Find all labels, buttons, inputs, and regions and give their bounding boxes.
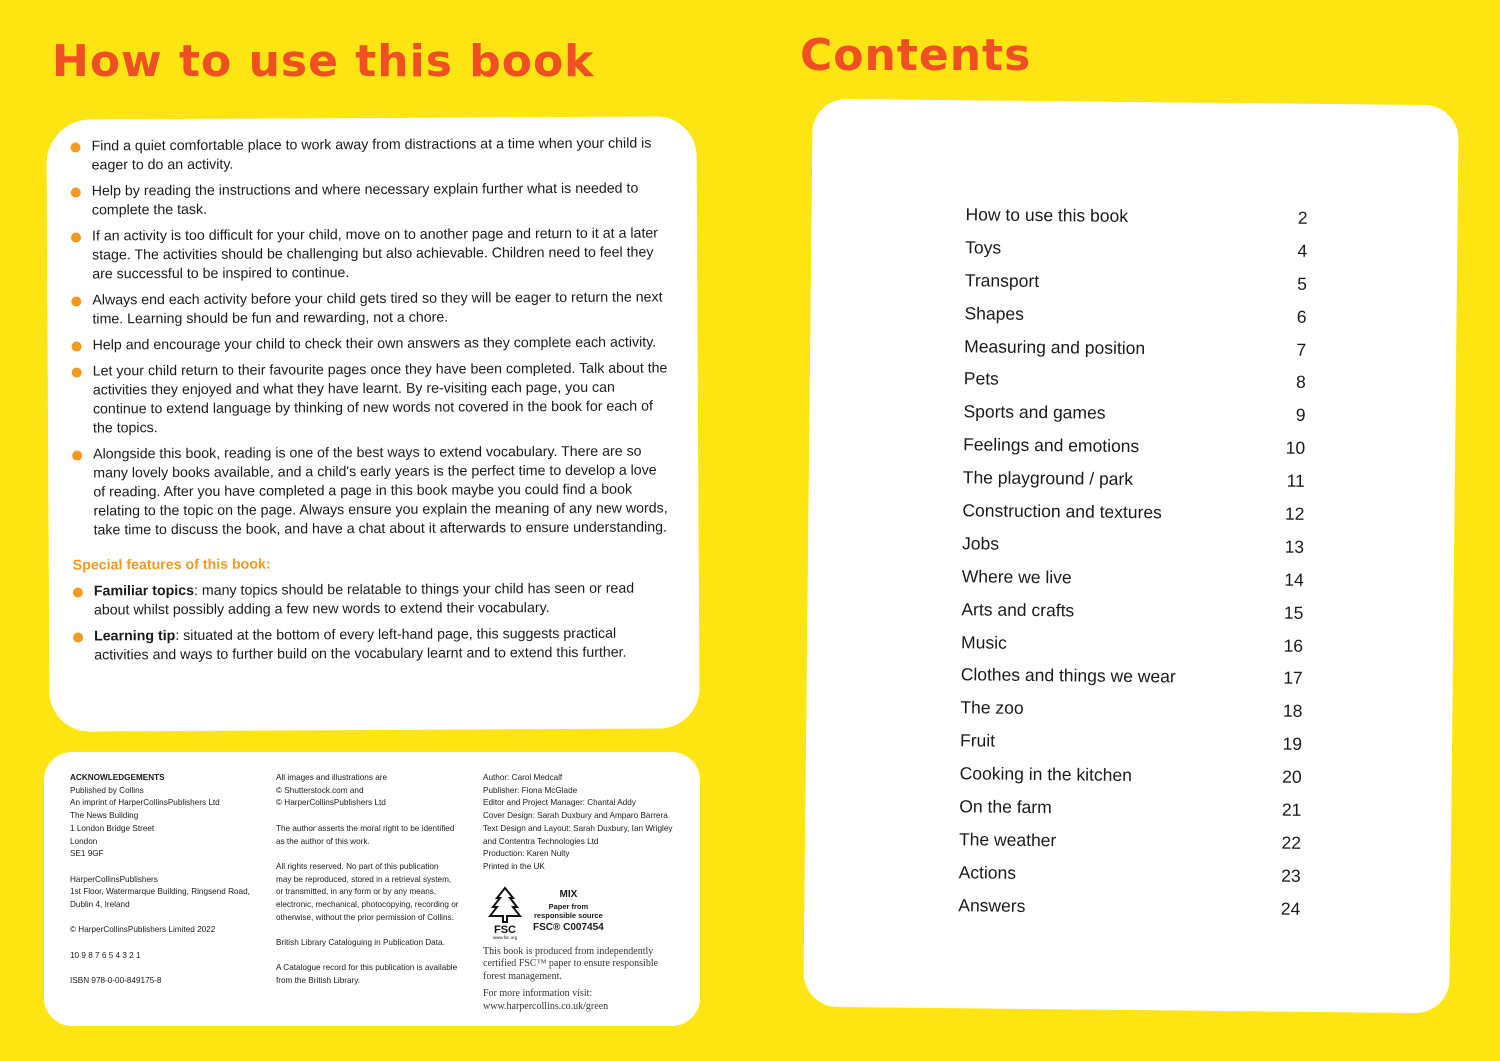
fsc-logo-url: www.fsc.org [492, 934, 518, 940]
feature-text: : many topics should be relatable to things your child has seen or read about whilst possibly adding a few new words to extend their vocabulary. [93, 580, 635, 619]
toc-entry [961, 659, 1303, 695]
page-title-contents: Contents [800, 30, 1032, 81]
bullet-icon [72, 451, 82, 461]
ack-column-publisher [70, 772, 266, 1001]
toc-entry-page: 22 [1281, 832, 1302, 853]
toc-entry-page: 24 [1280, 898, 1301, 919]
toc-entry-label: Where we live [961, 566, 1072, 588]
fsc-tree-icon [483, 884, 527, 940]
tip-text: Find a quiet comfortable place to work away from distractions at a time when your child is eager to do an activity. [91, 135, 652, 174]
toc-entry-page: 11 [1286, 470, 1305, 491]
toc-entry-page: 20 [1282, 766, 1302, 787]
tip-item [71, 288, 671, 329]
toc-entry-page: 16 [1283, 635, 1304, 656]
fsc-code: FSC® C007454 [533, 921, 604, 933]
tip-text: If an activity is too difficult for your child, move on to another page and return to it at a later stage. The activities should be challenging but also achievable. Children need to feel they are successful to be inspired to continue. [91, 225, 659, 283]
toc-entry [964, 330, 1306, 366]
ack-heading: ACKNOWLEDGEMENTS [70, 773, 165, 782]
more-info: For more information visit: www.harpercollins.co.uk/green [483, 988, 609, 1012]
toc-entry [959, 823, 1301, 859]
contents-card [803, 99, 1458, 1014]
toc-entry-label: The weather [958, 829, 1057, 851]
toc-entry [963, 461, 1305, 497]
toc-entry [962, 527, 1304, 563]
toc-entry-page: 23 [1281, 865, 1301, 886]
toc-entry-page: 13 [1284, 536, 1305, 557]
bullet-icon [72, 342, 82, 352]
toc-entry-page: 9 [1295, 405, 1306, 426]
tip-text: Alongside this book, reading is one of the best ways to extend vocabulary. There are so many lovely books available, and a child's early years is the perfect time to develop a love of reading. After you have completed a page in this book maybe you could find a book relating to the topic on the page. Always ensure you explain the meaning of any new words, take time to discuss the book, and have a chat about it afterwards to ensure understanding. [93, 443, 668, 539]
ack-column-credits [483, 772, 683, 1018]
page-title-how-to-use: How to use this book [52, 36, 595, 87]
bullet-icon [71, 188, 81, 198]
fsc-note: This book is produced from independently certified FSC™ paper to ensure responsible forest management. [483, 945, 659, 982]
toc-entry [964, 363, 1306, 399]
ireland-address: HarperCollinsPublishers 1st Floor, Watermarque Building, Ringsend Road, Dublin 4, Ireland [70, 874, 250, 910]
toc-entry-label: Toys [965, 237, 1002, 258]
feature-term: Learning tip [94, 628, 176, 645]
toc-entry-page: 21 [1281, 799, 1302, 820]
toc-entry-label: Pets [963, 368, 999, 390]
tips-list [70, 134, 672, 540]
toc-entry [962, 494, 1304, 530]
toc-entry [958, 889, 1300, 925]
toc-entry-label: The zoo [960, 697, 1024, 719]
toc-entry-page: 8 [1295, 372, 1306, 393]
toc-entry-label: Transport [964, 270, 1040, 291]
toc-entry [962, 560, 1304, 596]
tip-text: Let your child return to their favourite pages once they have been completed. Talk about the activities they enjoyed and what they have learnt. By re-visiting each page, you can continue to extend language by thinking of new words not covered in the book for each of the topics. [92, 360, 668, 437]
toc-entry-page: 14 [1284, 569, 1304, 590]
toc-entry-label: Actions [958, 862, 1017, 883]
bullet-icon [73, 633, 83, 643]
toc-entry [960, 692, 1302, 728]
toc-entry-label: Cooking in the kitchen [959, 763, 1133, 786]
publisher-address: Published by Collins An imprint of HarperCollinsPublishers Ltd The News Building 1 London Bridge Street London SE1 9GF [70, 785, 220, 859]
toc-entry [964, 297, 1306, 333]
rights-reserved: All rights reserved. No part of this publication may be reproduced, stored in a retrieval system, or transmitted, in any form or by any means, electronic, mechanical, photocopying, recording or otherwise, without the prior permission of Collins. [276, 861, 459, 922]
toc-entry-page: 18 [1282, 700, 1303, 722]
fsc-label [483, 884, 683, 940]
toc-entry-label: On the farm [959, 796, 1052, 818]
toc-entry-label: Arts and crafts [961, 598, 1075, 621]
how-to-use-card [46, 116, 699, 731]
toc-entry [961, 626, 1303, 662]
tip-item [70, 134, 670, 175]
tip-item [71, 224, 671, 284]
toc-entry-page: 17 [1283, 668, 1303, 689]
printing-line: 10 9 8 7 6 5 4 3 2 1 [70, 950, 141, 960]
bullet-icon [71, 297, 81, 307]
images-credit: All images and illustrations are © Shutterstock.com and © HarperCollinsPublishers Ltd [276, 773, 388, 808]
cataloguing-line: British Library Cataloguing in Publication Data. [276, 938, 445, 948]
toc-entry-label: Clothes and things we wear [960, 664, 1176, 687]
bullet-icon [72, 368, 82, 378]
toc-entry-page: 10 [1285, 437, 1306, 459]
toc-entry [959, 790, 1301, 826]
tip-item [71, 179, 671, 220]
toc-entry-label: Construction and textures [962, 500, 1162, 523]
isbn-line: ISBN 978-0-00-849175-8 [70, 976, 162, 986]
feature-term: Familiar topics [93, 582, 195, 600]
toc-entry-label: Sports and games [963, 401, 1106, 424]
toc-entry [960, 757, 1302, 793]
toc-entry-label: Jobs [962, 533, 1000, 554]
table-of-contents [958, 198, 1308, 925]
toc-entry-page: 6 [1296, 306, 1307, 327]
fsc-paper-from: Paper from responsible source [533, 901, 603, 920]
toc-entry-label: Shapes [964, 302, 1024, 324]
tip-text: Help by reading the instructions and where necessary explain further what is needed to complete the task. [91, 180, 639, 219]
toc-entry-label: Fruit [959, 730, 996, 751]
toc-entry-page: 12 [1284, 503, 1305, 524]
tip-item [72, 333, 672, 355]
toc-entry [965, 198, 1307, 234]
feature-item [73, 624, 673, 665]
fsc-logo-text: FSC [494, 923, 516, 936]
feature-item [73, 579, 673, 620]
tip-item [72, 442, 672, 540]
tip-text: Always end each activity before your child gets tired so they will be eager to return the next time. Learning should be fun and rewarding, not a chore. [92, 289, 663, 328]
toc-entry-label: Answers [958, 894, 1026, 916]
moral-right: The author asserts the moral right to be identified as the author of this work. [276, 823, 455, 846]
toc-entry-label: How to use this book [965, 204, 1129, 226]
toc-entry-page: 15 [1283, 602, 1304, 623]
toc-entry [963, 428, 1305, 464]
fsc-text-block [533, 889, 604, 934]
toc-entry-page: 7 [1296, 339, 1307, 360]
toc-entry-page: 19 [1282, 733, 1303, 755]
ack-column-rights [276, 772, 472, 1001]
toc-entry-label: Measuring and position [964, 335, 1146, 358]
toc-entry [965, 264, 1307, 300]
toc-entry-label: The playground / park [962, 467, 1134, 490]
toc-entry-label: Music [960, 631, 1007, 653]
bullet-icon [71, 233, 81, 243]
feature-text: : situated at the bottom of every left-hand page, this suggests practical activities and ways to further build on the vocabulary learnt and to extend this further. [94, 625, 627, 664]
copyright-line: © HarperCollinsPublishers Limited 2022 [70, 925, 216, 935]
special-features-heading: Special features of this book: [72, 556, 271, 574]
toc-entry-label: Feelings and emotions [963, 434, 1140, 457]
tip-text: Help and encourage your child to check their own answers as they complete each activity. [92, 334, 657, 354]
toc-entry [959, 856, 1301, 892]
toc-entry [961, 593, 1303, 629]
fsc-mix: MIX [559, 888, 578, 900]
toc-entry [965, 231, 1307, 267]
toc-entry-page: 4 [1297, 240, 1308, 261]
toc-entry-page: 5 [1297, 273, 1307, 294]
catalogue-record: A Catalogue record for this publication is available from the British Library. [276, 963, 458, 986]
features-list [73, 579, 673, 665]
acknowledgements-card [44, 752, 700, 1026]
tip-item [72, 359, 672, 438]
bullet-icon [73, 588, 83, 598]
toc-entry-page: 2 [1297, 207, 1308, 228]
toc-entry [960, 724, 1302, 760]
toc-entry [963, 396, 1305, 432]
bullet-icon [71, 143, 81, 153]
credits-block: Author: Carol Medcalf Publisher: Fiona McGlade Editor and Project Manager: Chantal Addy Cover Design: Sarah Duxbury and Amparo Barrera Text Design and Layout: Sarah Duxbury, Ian Wrigley and Contentra Technologies Ltd Production: Karen Nulty Printed in the UK [483, 773, 673, 871]
